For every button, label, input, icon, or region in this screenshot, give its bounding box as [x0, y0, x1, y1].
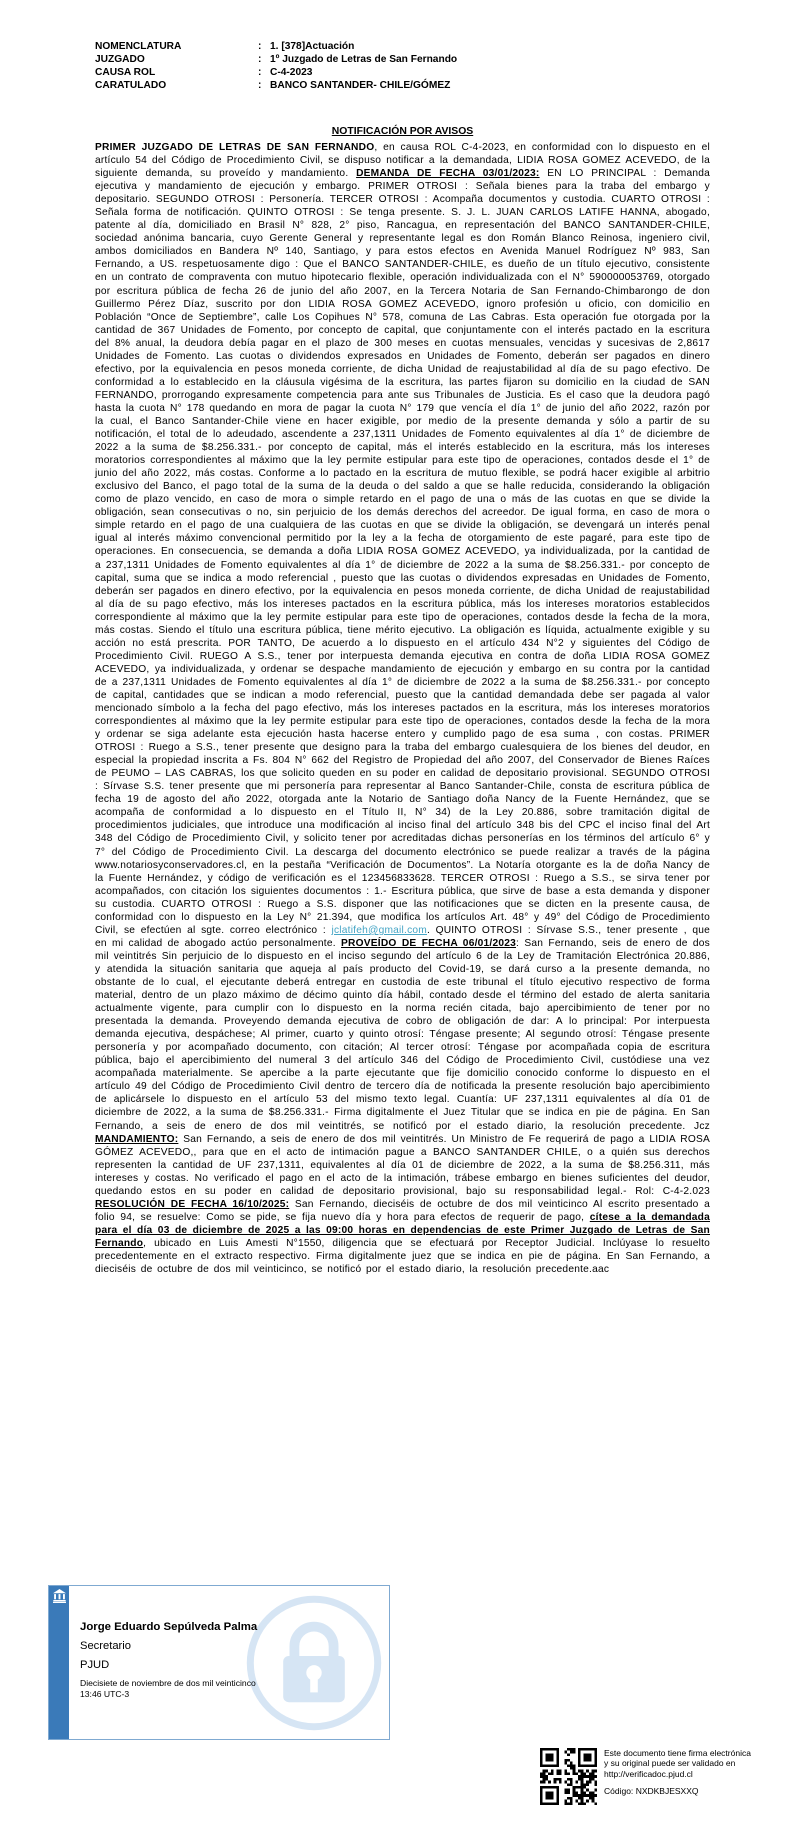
verification-code: Código: NXDKBJESXXQ [604, 1786, 699, 1797]
verification-line: Este documento tiene firma electrónica [604, 1748, 751, 1758]
signature-time: 13:46 UTC-3 [80, 1688, 130, 1699]
body-segment: . QUINTO OTROSI : Sírvase S.S., tener presente , que en mi calidad de abogado actúo personalmente. [95, 924, 711, 949]
signer-name: Jorge Eduardo Sepúlveda Palma [80, 1621, 258, 1633]
header-value: 1. [378]Actuación [270, 41, 355, 52]
body-segment: RESOLUCIÓN DE FECHA 16/10/2025: [95, 1198, 290, 1210]
body-segment: cítese a la demandada para el día 03 de diciembre de 2025 a las 09:00 horas en dependencias de este Primer Juzgado de Letras de San Fernando [95, 1211, 710, 1249]
header-label: JUZGADO [95, 54, 145, 66]
header-value: BANCO SANTANDER- CHILE/GÓMEZ [270, 80, 451, 92]
signature-date: Diecisiete de noviembre de dos mil veinticinco [80, 1678, 256, 1688]
body-segment: San Fernando, dieciséis de octubre de dos mil veinticinco Al escrito presentado a folio 94, se resuelve: Como se pide, se fija nuevo día y hora para efectos de requerir de pago, [95, 1198, 710, 1223]
verification-url: http://verificadoc.pjud.cl [604, 1768, 693, 1779]
verification-block [540, 1748, 790, 1805]
qr-code-icon [540, 1748, 597, 1805]
verification-line: y su original puede ser validado en [604, 1758, 736, 1769]
header-row [95, 40, 715, 53]
court-temple-icon [53, 1589, 66, 1608]
header-separator: : [258, 41, 262, 52]
signature-blue-bar [49, 1586, 69, 1739]
signature-box [48, 1585, 390, 1740]
signer-role: Secretario [80, 1640, 131, 1652]
header-value: C-4-2023 [270, 67, 313, 79]
signer-organization: PJUD [80, 1659, 110, 1671]
header-row [95, 66, 715, 79]
header-separator: : [258, 67, 262, 79]
body-segment: PRIMER JUZGADO DE LETRAS DE SAN FERNANDO [95, 142, 375, 153]
header-row [95, 79, 715, 92]
body-segment: PROVEÍDO DE FECHA 06/01/2023 [341, 937, 516, 949]
header-row [95, 53, 715, 66]
body-segment: DEMANDA DE FECHA 03/01/2023: [356, 168, 540, 180]
body-text [95, 141, 710, 1276]
body-segment: : San Fernando, seis de enero de dos mil veintitrés Sin perjuicio de lo dispuesto en el inciso segundo del artículo 6 de la Ley de Tramitación Electrónica 20.886, y atendida la situación sanitaria que aqueja al país producto del Covid-19, se dará curso a la presente demanda, no obstante de lo cual, el ejecutante deberá entregar en custodia de este tribunal el título ejecutivo respectivo de forma material, dentro de un plazo máximo de décimo quinto día hábil, contado desde el término del estado de alerta sanitaria actualmente vigente, para cumplir con lo dispuesto en la norma recién citada, bajo apercibimiento de tener por no presentada la demanda. Proveyendo demanda ejecutiva de cobro de obligación de dar: A lo principal: Por interpuesta demanda ejecutiva, despáchese; Al primer, cuarto y quinto otrosí: Téngase presente; Al segundo otrosí: Téngase presente personería y por acompañado documento, con citación; Al tercer otrosí: Téngase por acompañada copia de escritura pública, bajo el apercibimiento del numeral 3 del artículo 346 del Código de Procedimiento Civil, custódiese una vez acompañada materialmente. Se apercibe a la parte ejecutante que fije domicilio conocido conforme lo dispuesto en el artículo 49 del Código de Procedimiento Civil dentro de tercero día de notificada la presente resolución bajo apercibimiento de aplicársele lo dispuesto en el artículo 53 del mismo texto legal. Cuantía: UF 237,1311 equivalentes al día 01 de diciembre de 2022, a la suma de $8.256.331.- Firma digitalmente el Juez Titular que se indica en pie de página. En San Fernando, a seis de enero de dos mil veintitrés, se notificó por el estado diario, la resolución precedente. Jcz [95, 937, 710, 1132]
body-segment: , en causa ROL C-4-2023, en conformidad con lo dispuesto en el artículo 54 del Código de Procedimiento Civil, se dispuso notificar a la demandada, LIDIA ROSA GOMEZ ACEVEDO, de la siguiente demanda, su proveído y mandamiento. [95, 142, 710, 180]
email-link[interactable]: jclatifeh@gmail.com [331, 924, 427, 936]
header-table [95, 40, 715, 92]
header-separator: : [258, 54, 262, 66]
header-label: NOMENCLATURA [95, 41, 182, 52]
body-segment: EN LO PRINCIPAL : Demanda ejecutiva y mandamiento de ejecución y embargo. PRIMER OTROSI : Señala bienes para la traba del embargo y depositario. SEGUNDO OTROSI : Personería. TERCER OTROSI : Acompaña documentos y custodia. CUARTO OTROSI : Señala forma de notificación. QUINTO OTROSI : Se tenga presente. S. J. L. JUAN CARLOS LATIFE HANNA, abogado, patente al día, domiciliado en Brasil N° 828, 2° piso, Rancagua, en representación del BANCO SANTANDER-CHILE, sociedad anónima bancaria, cuyo Gerente General y representante legal es don Román Blanco Reinosa, ingeniero civil, ambos domiciliados en Bandera Nº 140, Santiago, y para estos efectos en Avenida Manuel Rodríguez Nº 983, San Fernando, a US. respetuosamente digo : Que el BANCO SANTANDER-CHILE, es dueño de un título ejecutivo, consistente en un contrato de compraventa con mutuo hipotecario flexible, operación individualizada con el N° 590000053769, otorgado por escritura pública de fecha 26 de junio del año 2007, en la Tercera Notaria de San Fernando-Chimbarongo de don Guillermo Pérez Díaz, suscrito por don LIDIA ROSA GOMEZ ACEVEDO, ignoro profesión u oficio, con domicilio en Población “Once de Septiembre”, calle Los Copihues N° 578, comuna de Las Cabras. Esta operación fue otorgada por la cantidad de 367 Unidades de Fomento, por concepto de capital, que conjuntamente con el interés pactado en la escritura del 8% anual, la deudora debía pagar en el plazo de 300 meses en cuotas mensuales, vencidas y sucesivas de 2,8617 Unidades de Fomento. Las cuotas o dividendos expresados en Unidades de Fomento, deberán ser pagados en dinero efectivo, por la equivalencia en pesos moneda corriente, de dicha Unidad de reajustabilidad al día de su pago efectivo. De conformidad a lo establecido en la cláusula vigésima de la escritura, las partes fijaron su domicilio en la ciudad de SAN FERNANDO, prorrogando expresamente competencia para ante sus Tribunales de Justicia. Es el caso que la deudora pagó hasta la cuota N° 178 quedando en mora de pagar la cuota N° 179 que vencía el día 1° de junio del año 2022, razón por la cual, el Banco Santander-Chile viene en hacer exigible, por medio de la presente demanda y sólo a partir de su notificación, el total de lo adeudado, ascendente a 237,1311 Unidades de Fomento equivalentes al día 1° de diciembre de 2022 a la suma de $8.256.331.- por concepto de capital, más el interés establecido en la escritura, más los intereses moratorios correspondientes al máximo que la ley permite estipular para este tipo de operaciones, contados desde el 1° de junio del año 2022, más costas. Conforme a lo pactado en la escritura de mutuo flexible, se podrá hacer exigible al arbitrio exclusivo del Banco, el pago total de la suma de la deuda o del saldo a que se halle reducida, considerando la obligación como de plazo vencido, en caso de mora o simple retardo en el pago de una o más de las cuotas en que se divide la obligación, sean consecutivas o no, sin perjuicio de los demás derechos del acreedor. De igual forma, en caso de mora o simple retardo en el pago de una cualquiera de las cuotas en que se divide la obligación, se devengará un interés penal igual al interés máximo convencional permitido por la ley a la fecha de otorgamiento de este pagaré, para este tipo de operaciones. En consecuencia, se demanda a doña LIDIA ROSA GOMEZ ACEVEDO, ya individualizada, por la cantidad de a 237,1311 Unidades de Fomento equivalentes al día 1° de diciembre de 2022 a la suma de $8.256.331.- por concepto de capital, suma que se indica a modo referencial , puesto que las cuotas o dividendos expresadas en Unidades de Fomento, deberán ser pagados en dinero efectivo, por la equivalencia en pesos moneda corriente, de dicha Unidad de reajustabilidad al día de su pago efectivo, más los intereses pactados en la escritura pública, más los intereses moratorios establecidos correspondiente al máximo que la ley permite estipular para este tipo de operaciones, contados desde la fecha de la mora, más costas. Siendo el título una escritura pública, tiene mérito ejecutivo. La obligación es líquida, actualmente exigible y su acción no está prescrita. POR TANTO, De acuerdo a lo dispuesto en el artículo 434 N°2 y siguientes del Código de Procedimiento Civil. RUEGO A S.S., tener por interpuesta demanda ejecutiva en contra de doña LIDIA ROSA GOMEZ ACEVEDO, ya individualizada, y ordenar se despache mandamiento de ejecución y embargo en su contra por la cantidad de a 237,1311 Unidades de Fomento equivalentes al día 1° de diciembre de 2022 a la suma de $8.256.331.- por concepto de capital, cantidades que se indican a modo referencial, puesto que la cantidad demandada debe ser pagada al valor mencionado símbolo a la fecha del pago efectivo, más los intereses pactados en la escritura, más los intereses moratorios correspondientes al máximo que la ley permite estipular para este tipo de operaciones, contados desde la fecha de la mora y ordenar se siga adelante esta ejecución hasta hacerse entero y cumplido pago de esa suma , con costas. PRIMER OTROSI : Ruego a S.S., tener presente que designo para la traba del embargo cualesquiera de los bienes del deudor, en especial la propiedad inscrita a Fs. 804 N° 662 del Registro de Propiedad del año 2007, del Conservador de Bienes Raíces de PEUMO – LAS CABRAS, los que solicito queden en su poder en calidad de depositario provisional. SEGUNDO OTROSI : Sírvase S.S. tener presente que mi personería para representar al Banco Santander-Chile, consta de escritura pública de fecha 19 de agosto del año 2022, otorgada ante la Notario de Santiago doña Nancy de la Fuente Hernández, que se acompaña de conformidad a lo dispuesto en el Título II, N° 34) de la Ley 20.886, sobre tramitación digital de procedimientos judiciales, que introduce una modificación al inciso final del artículo 348 bis del CPC el inciso final del Art 348 del Código de Procedimiento Civil, y solicito tener por acreditadas dichas personerías en los términos del artículo 6° y 7° del Código de Procedimiento Civil. La descarga del documento electrónico se puede realizar a través de la página www.notariosyconservadores.cl, en la pestaña “Verificación de Documentos”. La Notaría otorgante es la de doña Nancy de la Fuente Hernández, y código de verificación es el 123456833628. TERCER OTROSI : Ruego a S.S., se sirva tener por acompañados, con citación los siguientes documentos : 1.- Escritura pública, que sirve de base a esta demanda y disponer su custodia. CUARTO OTROSI : Ruego a S.S. disponer que las notificaciones que se dicten en la presente causa, de conformidad con lo dispuesto en la Ley N° 21.394, que modifica los artículos Art. 48° y 49° del Código de Procedimiento Civil, se efectúen al sgte. correo electrónico : [95, 168, 710, 936]
signature-content [80, 1618, 379, 1699]
verification-text [604, 1748, 790, 1805]
body-segment: , ubicado en Luis Amesti N°1550, diligencia que se efectuará por Receptor Judicial. Inclúyase lo resuelto precedentemente en el extracto respectivo. Firma digitalmente juez que se indica en pie de página. En San Fernando, a dieciséis de octubre de dos mil veinticinco, se notificó por el estado diario, la resolución precedente.aac [95, 1237, 710, 1276]
header-separator: : [258, 80, 262, 92]
header-label: CAUSA ROL [95, 67, 156, 79]
header-label: CARATULADO [95, 80, 167, 92]
header-value: 1º Juzgado de Letras de San Fernando [270, 54, 458, 66]
page-title: NOTIFICACIÓN POR AVISOS [331, 126, 474, 137]
body-segment: San Fernando, a seis de enero de dos mil veintitrés. Un Ministro de Fe requerirá de pago a LIDIA ROSA GÓMEZ ACEVEDO,, para que en el acto de intimación pague a BANCO SANTANDER CHILE, o a quién sus derechos representen la cantidad de UF 237,1311, equivalentes al día 01 de diciembre de 2022, a la suma de $8.256.311, más intereses y costas. No verificado el pago en el acto de la intimación, trábese embargo en bienes suficientes del deudor, quedando estos en su poder en calidad de depositario provisional, bajo su responsabilidad legal.- Rol: C-4-2.023 [95, 1133, 710, 1197]
body-segment: MANDAMIENTO: [95, 1133, 179, 1145]
